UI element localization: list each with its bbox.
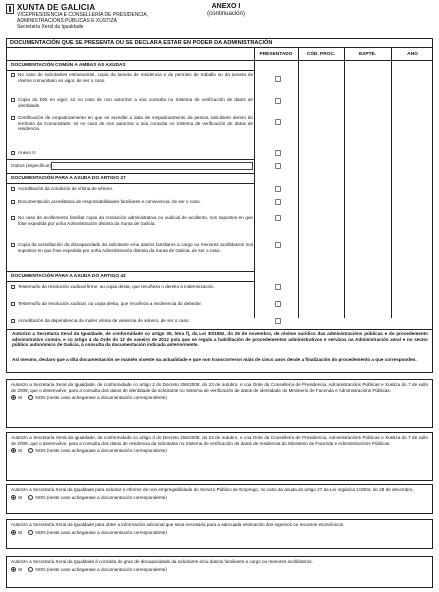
presentado-checkbox[interactable] bbox=[275, 76, 281, 82]
authorization-options bbox=[11, 395, 428, 401]
row-checkbox[interactable] bbox=[11, 302, 15, 306]
presentado-checkbox[interactable] bbox=[275, 318, 281, 324]
consent-paragraph: Autorizo a Secretaría Xeral da Igualdade, de conformidade co artigo 35, letra f), da Lei 30/1992, do 26 de novembro, de réxime xurídico das administracións públicas e do procedemento administrativo común, e co artigo 4 da Orde do 12 de xaneiro de 2012 pola que se regula a habilitación de procedementos administrativos e servizos na Administración xeral e no sector público autonómico de Galicia, á consulta da documentación indicada anteriormente. bbox=[12, 331, 428, 348]
doc-row-text: Copia do DNI en vigor, só no caso de non autorizar a súa consulta no Sistema de verificación de datos de identidade. bbox=[18, 97, 253, 108]
radio-non[interactable] bbox=[28, 495, 33, 500]
doc-row-text: Anexo II. bbox=[18, 150, 37, 155]
grid-line bbox=[7, 159, 254, 160]
document-header bbox=[6, 2, 433, 32]
option-si[interactable]: SI bbox=[11, 395, 22, 401]
outros-row bbox=[11, 162, 253, 170]
column-expte: EXPTE. bbox=[358, 52, 377, 57]
grid-line bbox=[7, 271, 254, 272]
radio-non[interactable] bbox=[28, 448, 33, 453]
xunta-logo-icon bbox=[6, 4, 14, 14]
doc-row-text: Testemuño da resolución xudicial firme, ou copia desta, que recoñeza o dereito á indemnización. bbox=[18, 284, 215, 289]
authorization-text: Autorizo a Secretaría Xeral da Igualdade, de conformidade co artigo 3 do Decreto 255/2008, do 23 de outubro, e coa Orde da Consellería de Presidencia, Administracións Públicas e Xustiza do 7 de xullo de 2009, que o desenvolve, para a consulta dos datos de residencia da solicitante no Sistema de verificación de datos de residencia do Ministerio de Facenda e Administracións Públicas. bbox=[11, 435, 428, 446]
presentado-checkbox[interactable] bbox=[275, 163, 281, 169]
presentado-checkbox[interactable] bbox=[275, 242, 281, 248]
radio-si[interactable] bbox=[11, 495, 16, 500]
authorization-options bbox=[11, 495, 428, 501]
department-line-3: Secretaría Xeral da Igualdade bbox=[17, 23, 84, 30]
authorization-text: Autorizo a Secretaría Xeral da Igualdade para solicitar o informe de non empregabilidade do Servizo Público de Emprego, no caso da axuda do artigo 27 da Lei orgánica 1/2004, do 28 de decembro. bbox=[11, 487, 414, 492]
radio-si[interactable] bbox=[11, 567, 16, 572]
grid-line bbox=[298, 48, 299, 318]
radio-non[interactable] bbox=[28, 395, 33, 400]
option-non[interactable]: NON (neste caso achegarase a documentación correspondente) bbox=[28, 395, 167, 401]
radio-non[interactable] bbox=[28, 530, 33, 535]
doc-row-text: Acreditación da dependencia da muller vítima de violencia de xénero, de ser o caso. bbox=[18, 318, 190, 323]
presentado-checkbox[interactable] bbox=[275, 150, 281, 156]
radio-si[interactable] bbox=[11, 448, 16, 453]
doc-row-text: No caso de solicitantes estranxeiras, copia da tarxeta de residencia e do permiso de traballo ou da tarxeta de réxime comunitario en vigor, de ser o caso. bbox=[18, 72, 253, 83]
presentado-checkbox[interactable] bbox=[275, 284, 281, 290]
annex-title: ANEXO I bbox=[211, 3, 241, 10]
option-si[interactable]: SI bbox=[11, 530, 22, 536]
row-checkbox[interactable] bbox=[11, 319, 15, 323]
grid-line bbox=[7, 281, 254, 282]
authorization-employment bbox=[6, 484, 433, 514]
row-checkbox[interactable] bbox=[11, 285, 15, 289]
authorization-text: Autorizo a Secretaría Xeral da Igualdade para obter a información adicional que sexa necesaria para a adecuada estimación dos ingresos ou recursos económicos. bbox=[11, 522, 345, 527]
section-art27-docs: DOCUMENTACIÓN PARA A AXUDA DO ARTIGO 27 bbox=[11, 176, 126, 181]
row-checkbox[interactable] bbox=[11, 200, 15, 204]
option-si[interactable]: SI bbox=[11, 567, 22, 573]
presentado-checkbox[interactable] bbox=[275, 301, 281, 307]
presentado-checkbox[interactable] bbox=[275, 199, 281, 205]
presentado-checkbox[interactable] bbox=[275, 186, 281, 192]
grid-line bbox=[7, 70, 254, 71]
authorization-text: Autorizo a Secretaría Xeral da Igualdade, de conformidade co artigo 2 do Decreto 255/2008, do 23 de outubro, e coa Orde da Consellería de Presidencia, Administracións Públicas e Xustiza do 7 de xullo de 2009, que o desenvolve, para a consulta dos datos de identidade da solicitante no Sistema de verificación de datos de identidade do Ministerio de Facenda e Administracións Públicas. bbox=[11, 382, 428, 393]
presentado-checkbox[interactable] bbox=[275, 215, 281, 221]
row-checkbox[interactable] bbox=[11, 243, 15, 247]
option-si[interactable]: SI bbox=[11, 495, 22, 501]
option-non[interactable]: NON (neste caso achegarase a documentación correspondente) bbox=[28, 530, 167, 536]
doc-row-text: Acreditación da condición de vítima de xénero. bbox=[18, 186, 114, 191]
authorization-identity bbox=[6, 379, 433, 428]
radio-si[interactable] bbox=[11, 395, 16, 400]
outros-label: Outros (especificar): bbox=[11, 163, 53, 168]
column-cod-proc: CÓD. PROC. bbox=[306, 52, 336, 57]
authorization-text: Autorizo a Secretaría Xeral da Igualdade á consulta do grao de discapacidade da solicitante e/ou das/os familiares a cargo ou menores acollidas/os. bbox=[11, 559, 313, 564]
authorization-income bbox=[6, 519, 433, 549]
presentado-checkbox[interactable] bbox=[275, 98, 281, 104]
doc-row-text: Testemuño da resolución xudicial, ou copia desta, que recoñeza a insolvencia do debedor. bbox=[18, 301, 202, 306]
doc-row-text: Certificación de empadroamento en que se acredite a data de empadroamento da persoa solicitante dentro do territorio da Comunidade, só no caso de non autorizar a súa consulta no Sistema de verificación de datos de residencia. bbox=[18, 115, 253, 132]
grid-line bbox=[7, 173, 254, 174]
row-checkbox[interactable] bbox=[11, 187, 15, 191]
brand-name: XUNTA DE GALICIA bbox=[17, 3, 96, 12]
option-non[interactable]: NON (neste caso achegarase a documentación correspondente) bbox=[28, 495, 167, 501]
outros-input[interactable] bbox=[51, 162, 253, 170]
option-si[interactable]: SI bbox=[11, 448, 22, 454]
doc-row-text: No caso de acollemento familiar copia da resolución administrativa ou xudicial de acollento, nos supostos en que fose expedida por unha Administración distinta da Xunta de Galicia. bbox=[18, 215, 253, 226]
option-non[interactable]: NON (neste caso achegarase a documentación correspondente) bbox=[28, 448, 167, 454]
doc-row-text: Copia da acreditación da discapacidade da solicitante e/ou das/os familiares a cargo ou menores acollidas/os nos supostos en que fose expedida por unha Administración distinta da Xunta de Galicia, de ser o caso. bbox=[18, 242, 253, 253]
doc-row-text: Documentación acreditativa de responsabilidades familiares e convivencia, de ser o caso. bbox=[18, 199, 201, 204]
row-checkbox[interactable] bbox=[11, 216, 15, 220]
grid-line bbox=[254, 48, 255, 318]
presentado-checkbox[interactable] bbox=[275, 119, 281, 125]
option-non[interactable]: NON (neste caso achegarase a documentación correspondente) bbox=[28, 567, 167, 573]
grid-line bbox=[7, 183, 254, 184]
grid-line bbox=[391, 48, 392, 318]
radio-si[interactable] bbox=[11, 530, 16, 535]
authorization-options bbox=[11, 530, 428, 536]
declaration-paragraph: Así mesmo, declaro que a dita documentación se mantén vixente na actualidade e que non transcorreron máis de cinco anos desde a finalización do procedemento a que corresponden. bbox=[12, 357, 417, 362]
annex-subtitle: (continuación) bbox=[207, 11, 245, 17]
table-title: DOCUMENTACIÓN QUE SE PRESENTA OU SE DECLARA ESTAR EN PODER DA ADMINISTRACIÓN bbox=[7, 39, 432, 48]
row-checkbox[interactable] bbox=[11, 98, 15, 102]
section-common-docs: DOCUMENTACIÓN COMÚN A AMBAS AS AXUDAS bbox=[11, 63, 126, 68]
department-line-1: VICEPRESIDENCIA E CONSELLERÍA DE PRESIDENCIA, bbox=[17, 12, 149, 18]
authorization-options bbox=[11, 448, 428, 454]
grid-line bbox=[7, 60, 432, 61]
authorization-options bbox=[11, 567, 428, 573]
grid-line bbox=[7, 329, 432, 330]
documentation-table bbox=[6, 38, 433, 373]
row-checkbox[interactable] bbox=[11, 73, 15, 77]
section-art43-docs: DOCUMENTACIÓN PARA A AXUDA DO ARTIGO 43 bbox=[11, 274, 126, 279]
row-checkbox[interactable] bbox=[11, 151, 15, 155]
department-line-2: ADMINISTRACIÓNS PÚBLICAS E XUSTIZA bbox=[17, 17, 118, 24]
department-block bbox=[17, 13, 197, 30]
column-ano: ANO bbox=[407, 52, 418, 57]
grid-line bbox=[344, 48, 345, 318]
row-checkbox[interactable] bbox=[11, 116, 15, 120]
authorization-disability bbox=[6, 556, 433, 588]
authorization-residence bbox=[6, 432, 433, 481]
column-presentado: PRESENTADO bbox=[259, 52, 293, 57]
radio-non[interactable] bbox=[28, 567, 33, 572]
